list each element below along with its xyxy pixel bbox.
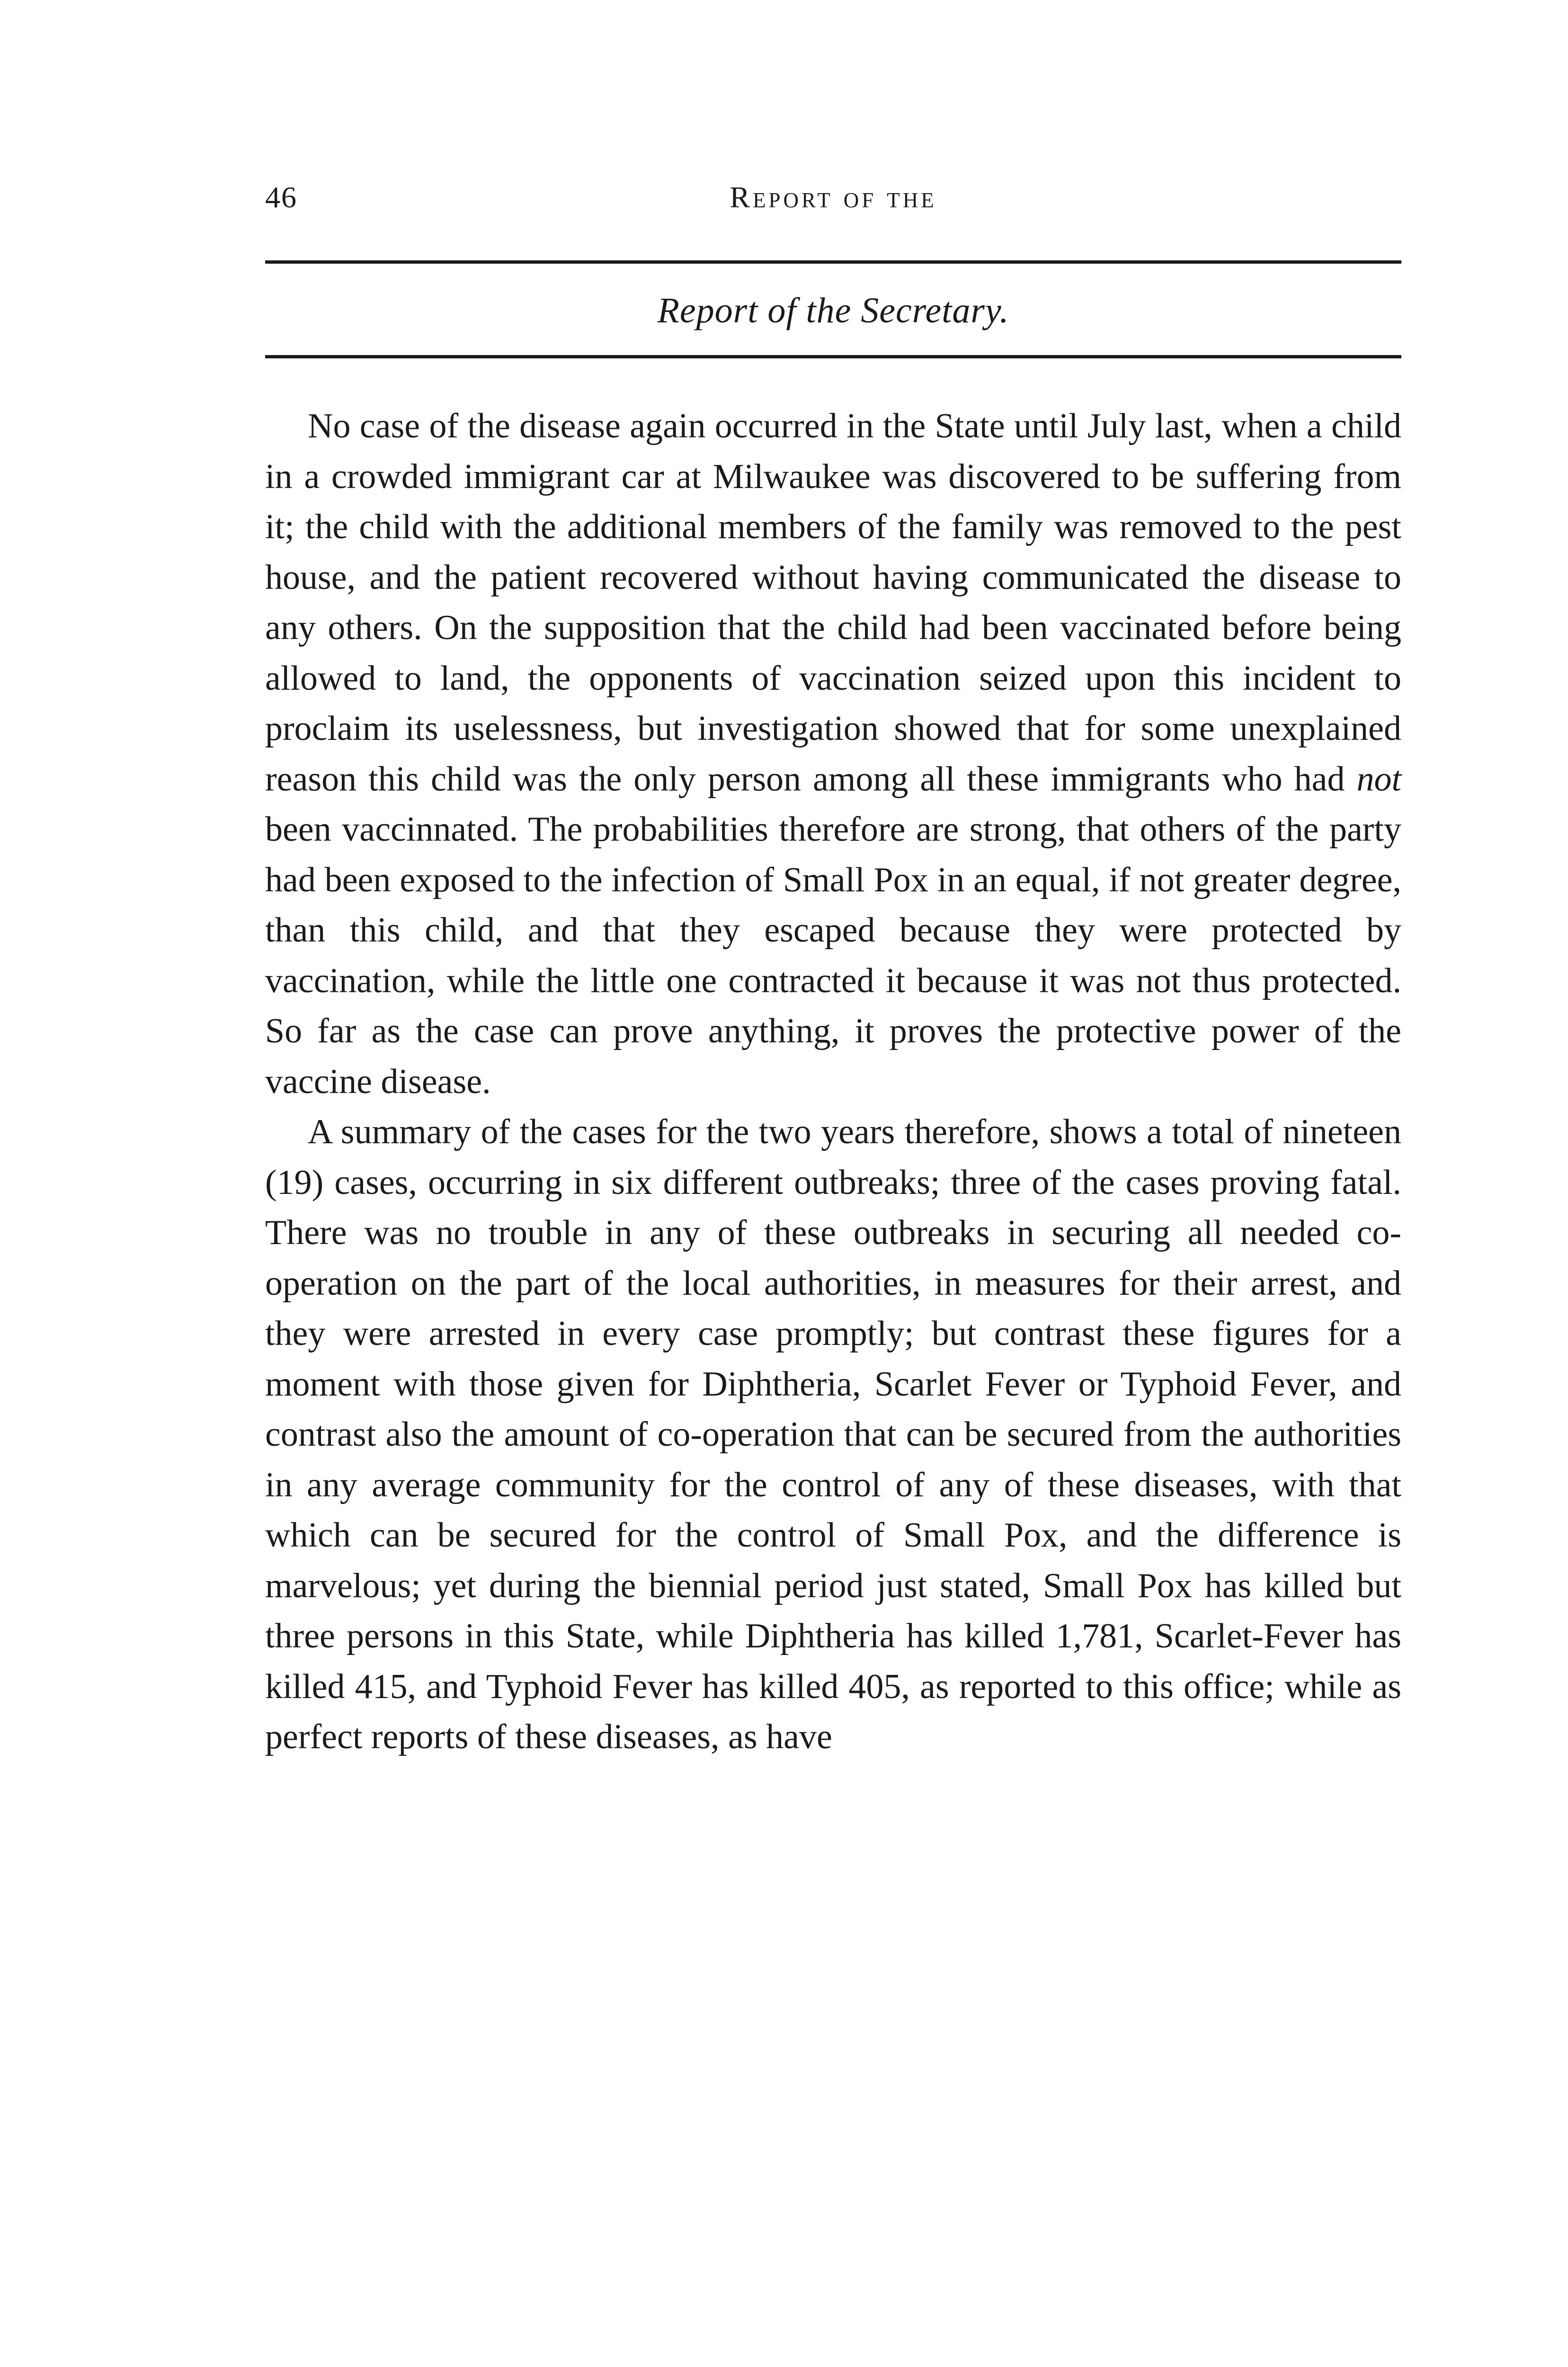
paragraph-1-text-a: No case of the disease again occurred in the State until July last, when a child in a crowded immigrant car at Milwaukee was discovered to be suffering from it; the child with the additional members of the family was removed to the pest house, and the patient recovered without having communicated the disease to any others. On the supposition that the child had been vaccinated before being allowed to land, the opponents of vaccination seized upon this incident to proclaim its uselessness, but investigation showed that for some unexplained reason this child was the only person among all these immigrants who had	[265, 407, 1401, 799]
document-page	[265, 180, 1401, 1762]
page-number: 46	[265, 180, 297, 214]
header-rule-bottom	[265, 355, 1401, 358]
body-text	[265, 401, 1401, 1762]
paragraph-1	[265, 401, 1401, 1107]
section-title: Report of the Secretary.	[657, 291, 1009, 330]
paragraph-2: A summary of the cases for the two years therefore, shows a total of nineteen (19) cases, occurring in six different outbreaks; three of the cases proving fatal. There was no trouble in any of these outbreaks in securing all needed co-operation on the part of the local authorities, in measures for their arrest, and they were arrested in every case promptly; but contrast these figures for a moment with those given for Diphtheria, Scarlet Fever or Typhoid Fever, and contrast also the amount of co-operation that can be secured from the authorities in any average community for the control of any of these diseases, with that which can be secured for the control of Small Pox, and the difference is marvelous; yet during the biennial period just stated, Small Pox has killed but three persons in this State, while Diphtheria has killed 1,781, Scarlet-Fever has killed 415, and Typhoid Fever has killed 405, as reported to this office; while as perfect reports of these diseases, as have	[265, 1112, 1401, 1756]
paragraph-1-text-b: been vaccinnated. The probabilities therefore are strong, that others of the party had been exposed to the infection of Small Pox in an equal, if not greater degree, than this child, and that they escaped because they were protected by vaccination, while the little one contracted it because it was not thus protected. So far as the case can prove anything, it proves the protective power of the vaccine disease.	[265, 810, 1401, 1101]
header-rule-top	[265, 260, 1401, 264]
page-header	[265, 180, 1401, 222]
emphasis-not: not	[1356, 759, 1401, 799]
running-title: Report of the	[730, 180, 937, 214]
